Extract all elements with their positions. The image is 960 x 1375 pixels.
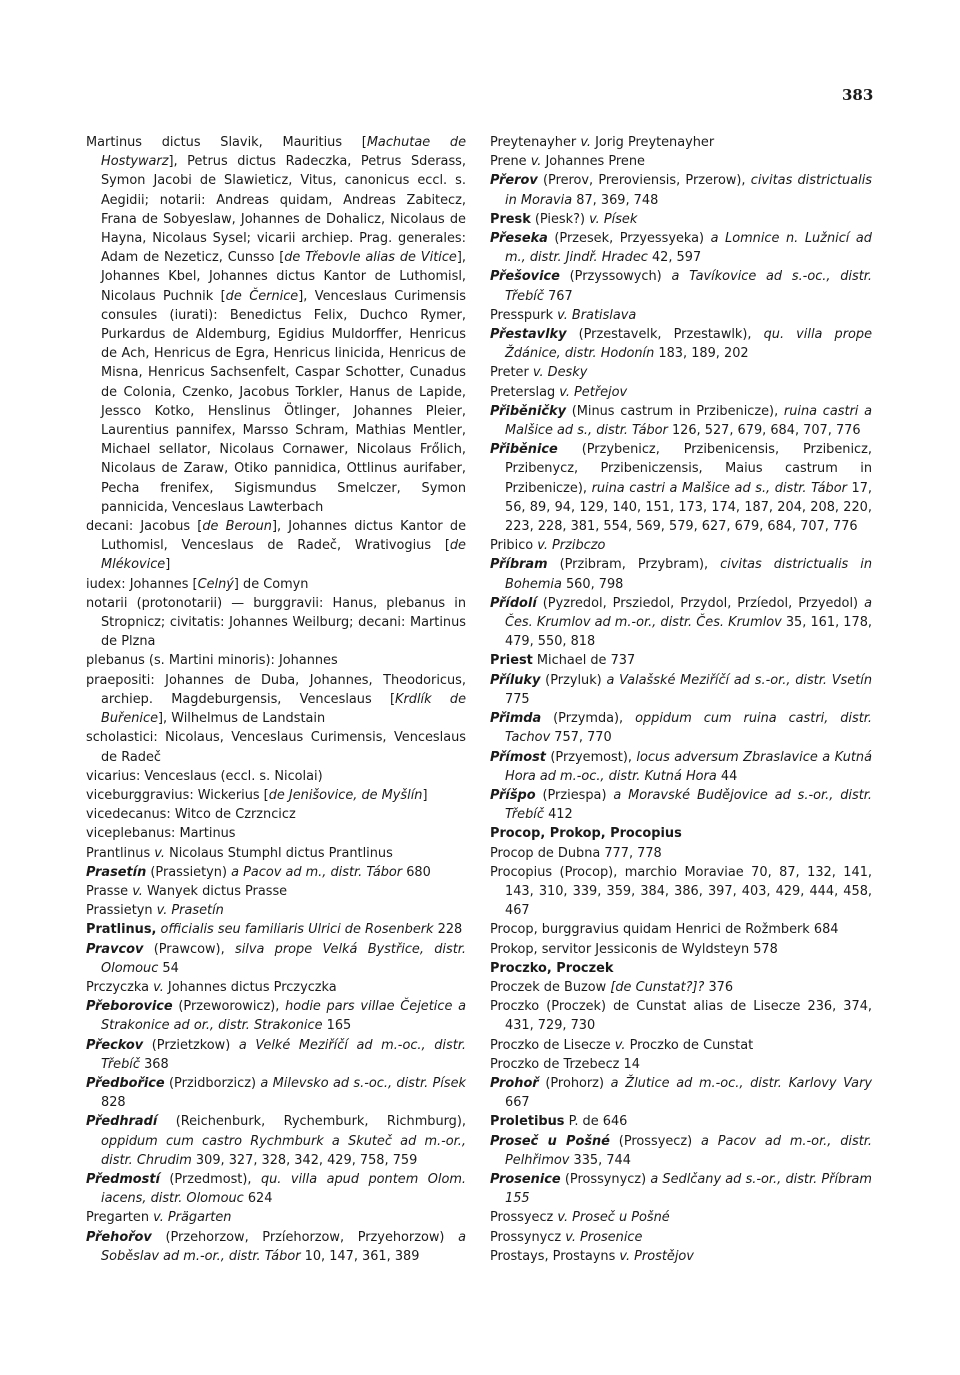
- entry-text: (Przibram, Przybram),: [547, 557, 721, 573]
- entry-text: Jorig Preytenayher: [591, 135, 715, 150]
- entry-b-text: Presk: [490, 211, 531, 227]
- entry-i-text: ruina castri a Malšice ad s., distr. Tábor: [505, 403, 873, 439]
- entry-text: 10, 147, 361, 389: [300, 1248, 420, 1264]
- index-entry: [490, 920, 872, 939]
- entry-text: Procopius (Procop), marchio Moraviae 70, 87, 132, 141, 143, 310, 339, 359, 384, 386, 397, 403, 429, 444, 458, 467: [490, 864, 872, 919]
- index-entry: [86, 882, 466, 901]
- entry-i-text: officialis seu familiaris Ulrici de Rosenberk: [156, 922, 434, 938]
- entry-i-text: v. Desky: [532, 365, 588, 381]
- entry-bi-text: Proseč u Pošné: [490, 1133, 610, 1149]
- entry-text: Johannes dictus Prczyczka: [163, 979, 337, 995]
- entry-bi-text: Příšpo: [490, 787, 536, 803]
- entry-text: iudex: Johannes [: [86, 576, 198, 592]
- entry-text: 560, 798: [561, 576, 624, 592]
- entry-text: (Reichenburk, Rychemburk, Richmburg),: [157, 1114, 466, 1130]
- index-entry: [490, 363, 872, 382]
- index-entry: [490, 229, 872, 267]
- entry-bi-text: Přímost: [490, 749, 546, 765]
- entry-text: 376: [704, 979, 734, 995]
- entry-i-text: de Třebovle alias de Vitice: [284, 250, 457, 266]
- index-entry: [490, 171, 872, 209]
- entry-text: Johannes Prene: [541, 154, 645, 170]
- entry-text: Pribico: [490, 538, 538, 554]
- left-column: [86, 133, 466, 1266]
- index-entry: [86, 1036, 466, 1074]
- entry-i-text: v. Proseč u Pošné: [557, 1210, 670, 1226]
- index-entry: [86, 594, 466, 652]
- entry-i-text: v. Petřejov: [559, 384, 628, 400]
- index-entry: [86, 133, 466, 517]
- entry-text: Preytenayher: [490, 135, 581, 150]
- entry-text: Proczko de Trzebecz 14: [490, 1056, 640, 1072]
- entry-text: 828: [101, 1095, 126, 1111]
- entry-text: Martinus dictus Slavik, Mauritius [: [86, 135, 367, 150]
- entry-b-text: Priest: [490, 653, 533, 669]
- entry-text: (Przedmost),: [159, 1171, 261, 1187]
- entry-text: (Przyssowych): [559, 269, 672, 285]
- index-entry: [490, 555, 872, 593]
- entry-text: 17, 56, 89, 94, 129, 140, 151, 173, 174, 187, 204, 208, 220, 223, 228, 381, 554, 569, 579, 627, 679, 684, 707, 776: [505, 480, 872, 535]
- entry-i-text: Machutae de Hostywarz: [101, 135, 466, 170]
- entry-i-text: [de Cunstat?]?: [610, 979, 705, 995]
- entry-text: Procop, burggravius quidam Henrici de Rožmberk 684: [490, 922, 839, 938]
- index-entry: [86, 805, 466, 824]
- entry-text: 183, 189, 202: [654, 346, 749, 362]
- index-entry: [86, 728, 466, 766]
- index-entry: [490, 440, 872, 536]
- index-entry: [490, 1055, 872, 1074]
- entry-i-text: a Tavíkovice ad s.-oc., distr. Třebíč: [505, 269, 872, 304]
- entry-bi-text: Příluky: [490, 672, 541, 688]
- index-entry: [86, 671, 466, 729]
- index-entry: [490, 651, 872, 670]
- index-entry: [490, 133, 872, 152]
- entry-text: viceplebanus: Martinus: [86, 826, 236, 842]
- index-entry: [490, 863, 872, 921]
- index-entry: [490, 536, 872, 555]
- index-entry: [490, 594, 872, 652]
- entry-i-text: oppidum cum castro Rychmburk a Skuteč ad m.-or., distr. Chrudim: [101, 1133, 466, 1168]
- entry-text: (Piesk?): [530, 211, 590, 227]
- entry-text: 680: [402, 864, 431, 880]
- entry-text: Prossyecz: [490, 1210, 558, 1226]
- entry-bi-text: Prohoř: [490, 1075, 539, 1091]
- entry-text: Proczek de Buzow: [490, 979, 611, 995]
- entry-text: (Przyluk): [540, 672, 607, 688]
- entry-text: (Przybenicz, Przibenicensis, Przibenicz, Przibenycz, Przibeniczensis, Maius castrum in Przibenicze),: [505, 442, 872, 496]
- entry-i-text: v.: [580, 135, 591, 150]
- entry-text: Prasse: [86, 883, 133, 899]
- entry-text: decani: Jacobus [: [86, 519, 203, 535]
- entry-text: (Prohorz): [538, 1075, 611, 1091]
- entry-b-text: Proczko, Proczek: [490, 960, 614, 976]
- entry-i-text: Celný: [197, 576, 234, 592]
- entry-bi-text: Přimda: [490, 711, 542, 727]
- entry-i-text: v. Prasetín: [156, 903, 224, 919]
- index-entry: [490, 1074, 872, 1112]
- entry-i-text: de Jenišovice, de Myšlín: [268, 787, 423, 803]
- index-entry: [86, 517, 466, 575]
- index-entry: [86, 940, 466, 978]
- entry-i-text: v. Prägarten: [153, 1210, 232, 1226]
- entry-i-text: locus adversum Zbraslavice a Kutná Hora ad m.-oc., distr. Kutná Hora: [505, 749, 872, 784]
- entry-i-text: silva prope Velká Bystřice, distr. Olomouc: [101, 941, 466, 976]
- entry-text: 35, 161, 178, 479, 550, 818: [505, 615, 872, 650]
- entry-bi-text: Prosenice: [490, 1171, 561, 1187]
- entry-text: Procop de Dubna 777, 778: [490, 845, 662, 861]
- index-entry: [490, 959, 872, 978]
- index-entry: [490, 267, 872, 305]
- entry-bi-text: Pravcov: [86, 941, 144, 957]
- index-entry: [490, 210, 872, 229]
- index-entry: [490, 1208, 872, 1227]
- index-entry: [86, 767, 466, 786]
- entry-text: vicedecanus: Witco de Czrzncicz: [86, 807, 296, 823]
- entry-text: (Przidborzicz): [164, 1075, 261, 1091]
- entry-text: 368: [139, 1056, 169, 1072]
- entry-text: Pregarten: [86, 1210, 154, 1226]
- entry-text: Presspurk: [490, 307, 558, 323]
- entry-i-text: v. Przibczo: [537, 538, 606, 554]
- entry-text: plebanus (s. Martini minoris): Johannes: [86, 653, 338, 669]
- entry-text: 165: [322, 1018, 352, 1034]
- entry-bi-text: Přešovice: [490, 269, 560, 285]
- index-entry: [86, 651, 466, 670]
- entry-text: (Przietzkow): [143, 1037, 239, 1053]
- entry-i-text: civitas districtualis in Moravia: [505, 173, 873, 208]
- index-entry: [490, 709, 872, 747]
- entry-text: (Prziespa): [535, 787, 614, 803]
- entry-text: (Przestavelk, Przestawlk),: [566, 327, 764, 343]
- entry-bi-text: Přídolí: [490, 595, 537, 611]
- entry-text: (Minus castrum in Przibenicze),: [566, 403, 784, 419]
- entry-i-text: a Velké Meziříčí ad m.-oc., distr. Třebíč: [101, 1037, 466, 1072]
- entry-text: (Prossynycz): [560, 1171, 651, 1187]
- entry-bi-text: Předmostí: [86, 1171, 160, 1187]
- entry-i-text: v.: [154, 845, 165, 861]
- entry-bi-text: Přeckov: [86, 1037, 144, 1053]
- entry-bi-text: Přestavlky: [490, 327, 567, 343]
- index-entry: [490, 1170, 872, 1208]
- entry-text: 44: [716, 768, 738, 784]
- entry-i-text: a Žlutice ad m.-oc., distr. Karlovy Vary: [610, 1075, 872, 1091]
- entry-text: Proczko de Cunstat: [625, 1037, 754, 1053]
- entry-text: 54: [158, 960, 179, 976]
- index-entry: [86, 920, 466, 939]
- index-entry: [86, 1112, 466, 1170]
- entry-text: 126, 527, 679, 684, 707, 776: [667, 423, 861, 439]
- entry-i-text: hodie pars villae Čejetice a Strakonice ad or., distr. Strakonice: [101, 999, 466, 1034]
- entry-text: 757, 770: [550, 730, 612, 746]
- index-entry: [490, 1132, 872, 1170]
- entry-text: ], Johannes Kbel, Johannes dictus Kantor de Luthomisl, Nicolaus Puchnik [: [101, 250, 466, 304]
- index-entry: [490, 383, 872, 402]
- entry-text: vicarius: Venceslaus (eccl. s. Nicolai): [86, 768, 323, 784]
- entry-i-text: de Černice: [225, 288, 299, 304]
- entry-text: 624: [243, 1191, 273, 1207]
- index-entry: [86, 824, 466, 843]
- entry-i-text: v.: [132, 883, 143, 899]
- entry-i-text: v. Prosenice: [565, 1229, 643, 1245]
- entry-text: ], Johannes dictus Kantor de Luthomisl, Venceslaus de Radeč, Wrativogius [: [101, 519, 467, 554]
- entry-text: Prczyczka: [86, 979, 154, 995]
- entry-text: viceburggravius: Wickerius [: [86, 787, 269, 803]
- entry-text: ]: [165, 557, 171, 573]
- entry-i-text: a Valašské Meziříčí ad s.-or., distr. Vsetín: [606, 672, 872, 688]
- entry-i-text: a Sedlčany ad s.-or., distr. Příbram: [650, 1171, 872, 1187]
- index-entry: [490, 844, 872, 863]
- entry-bi-text: Předhradí: [86, 1114, 158, 1130]
- entry-text: Preterslag: [490, 384, 560, 400]
- entry-i-text: 155: [505, 1191, 530, 1207]
- entry-i-text: v.: [153, 979, 164, 995]
- entry-text: 412: [543, 807, 573, 823]
- entry-i-text: a Čes. Krumlov ad m.-or., distr. Čes. Krumlov: [505, 595, 872, 631]
- entry-text: Proczko (Proczek) de Cunstat alias de Lisecze 236, 374, 431, 729, 730: [490, 999, 872, 1034]
- entry-text: (Przymda),: [541, 711, 636, 727]
- entry-text: 309, 327, 328, 342, 429, 758, 759: [191, 1152, 418, 1168]
- index-entry: [490, 824, 872, 843]
- entry-text: scholastici: Nicolaus, Venceslaus Curimensis, Venceslaus de Radeč: [86, 730, 466, 765]
- index-entry: [86, 844, 466, 863]
- entry-text: Prene: [490, 154, 531, 170]
- index-entry: [490, 978, 872, 997]
- index-entry: [490, 671, 872, 709]
- index-entry: [490, 997, 872, 1035]
- entry-text: Wanyek dictus Prasse: [142, 883, 288, 899]
- entry-text: praepositi: Johannes de Duba, Johannes, Theodoricus, archiep. Magdeburgensis, Venceslaus [: [86, 672, 466, 707]
- entry-bi-text: Přiběničky: [490, 403, 567, 419]
- entry-text: ], Petrus dictus Radeczka, Petrus Sderass, Symon Jacobi de Slawieticz, Vitus, canonicus eccl. s. Aegidii; notarii: Andreas quidam, Andreas Zabitecz, Frana de Sobyeslaw, Johannes de Dohalicz, Nicolaus de Hayna, Nicolaus Sysel; vicarii archiep. Prag. generales: Adam de Nezeticz, Cunsso [: [101, 154, 466, 266]
- entry-i-text: qu. villa prope Ždánice, distr. Hodonín: [505, 327, 872, 362]
- index-entry: [490, 402, 872, 440]
- entry-i-text: ruina castri a Malšice ad s., distr. Tábor: [591, 480, 847, 496]
- entry-text: Prossynycz: [490, 1229, 566, 1245]
- entry-text: 775: [505, 691, 530, 707]
- entry-bi-text: Příbram: [490, 557, 548, 573]
- index-entry: [490, 1247, 872, 1266]
- entry-text: Prantlinus: [86, 845, 155, 861]
- entry-text: 228: [433, 922, 463, 938]
- entry-bi-text: Přeseka: [490, 231, 548, 247]
- entry-i-text: oppidum cum ruina castri, distr. Tachov: [505, 711, 872, 746]
- index-entry: [490, 325, 872, 363]
- entry-text: (Prassietyn): [146, 864, 232, 880]
- entry-text: (Przyemost),: [545, 749, 637, 765]
- entry-text: (Przeworowicz),: [172, 999, 286, 1015]
- entry-i-text: qu. villa apud pontem Olom. iacens, distr. Olomouc: [101, 1171, 466, 1207]
- index-entry: [86, 1170, 466, 1208]
- index-entry: [490, 1036, 872, 1055]
- index-entry: [490, 748, 872, 786]
- index-entry: [490, 306, 872, 325]
- entry-text: Prokop, servitor Jessiconis de Wyldsteyn 578: [490, 941, 778, 957]
- index-entry: [86, 1228, 466, 1266]
- entry-bi-text: Prasetín: [86, 864, 147, 880]
- entry-text: (Przehorzow, Przíehorzow, Przyehorzow): [151, 1229, 459, 1245]
- entry-bi-text: Přerov: [490, 173, 538, 189]
- entry-text: 335, 744: [569, 1152, 631, 1168]
- entry-text: Proczko de Lisecze: [490, 1037, 615, 1053]
- index-entry: [490, 1112, 872, 1131]
- index-entry: [86, 1074, 466, 1112]
- entry-text: 667: [505, 1095, 530, 1111]
- index-entry: [86, 575, 466, 594]
- index-entry: [86, 978, 466, 997]
- entry-i-text: v.: [614, 1037, 626, 1053]
- entry-i-text: a Soběslav ad m.-or., distr. Tábor: [101, 1229, 466, 1264]
- index-entry: [86, 786, 466, 805]
- entry-text: 767: [543, 288, 573, 304]
- entry-text: (Prerov, Preroviensis, Przerow),: [537, 173, 751, 189]
- entry-b-text: Pratlinus,: [86, 922, 157, 938]
- index-entry: [490, 1228, 872, 1247]
- entry-text: Nicolaus Stumphl dictus Prantlinus: [164, 845, 393, 861]
- entry-bi-text: Předbořice: [86, 1075, 165, 1091]
- entry-bi-text: Přiběnice: [490, 442, 558, 458]
- entry-text: (Prawcow),: [143, 941, 235, 957]
- entry-text: notarii (protonotarii) — burggravii: Hanus, plebanus in Stropnicz; civitatis: Johannes Weilburg; decani: Martinus de Plzna: [86, 595, 466, 650]
- entry-i-text: de Beroun: [202, 519, 272, 535]
- entry-i-text: a Moravské Budějovice ad s.-or., distr. Třebíč: [505, 787, 872, 823]
- index-entry: [86, 901, 466, 920]
- entry-i-text: de Mlékovice: [101, 538, 466, 573]
- page-number: 383: [842, 86, 874, 104]
- entry-text: (Prossyecz): [609, 1133, 702, 1149]
- entry-i-text: v.: [530, 154, 542, 170]
- index-entry: [490, 786, 872, 824]
- entry-text: 42, 597: [647, 250, 702, 266]
- entry-text: P. de 646: [564, 1114, 628, 1130]
- entry-text: ] de Comyn: [233, 576, 309, 592]
- entry-text: ], Wilhelmus de Landstain: [158, 711, 326, 727]
- entry-i-text: Krdlík de Buřenice: [101, 691, 466, 727]
- entry-i-text: v. Písek: [589, 211, 638, 227]
- entry-i-text: v. Prostějov: [619, 1248, 694, 1264]
- entry-text: (Pyzredol, Prsziedol, Przydol, Przíedol, Przyedol): [536, 595, 865, 611]
- entry-text: 87, 369, 748: [572, 192, 659, 208]
- index-entry: [86, 863, 466, 882]
- entry-b-text: Procop, Prokop, Procopius: [490, 826, 682, 842]
- entry-i-text: a Pacov ad m., distr. Tábor: [231, 864, 403, 880]
- entry-i-text: a Lomnice n. Lužnicí ad m., distr. Jindř. Hradec: [505, 231, 872, 266]
- entry-b-text: Proletibus: [490, 1114, 565, 1130]
- index-entry: [86, 997, 466, 1035]
- entry-text: Prassietyn: [86, 903, 157, 919]
- entry-bi-text: Přehořov: [86, 1229, 152, 1245]
- entry-text: Prostays, Prostayns: [490, 1248, 620, 1264]
- index-entry: [86, 1208, 466, 1227]
- entry-text: ], Venceslaus Curimensis consules (iurati): Benedictus Felix, Duchco Rymer, Purkardus de Aldemburg, Egidius Muldorffer, Henricus de Ach, Henricus de Egra, Henricus linicida, Henricus de Misna, Henricus Sachsenfelt, Caspar Schotter, Cunadus de Colonia, Czenko, Jacobus Torkler, Hanus de Lapide, Jessco Kotko, Henslinus Ötlinger, Johannes Pleier, Laurentius pannifex, Marsso Schram, Mathias Mentler, Michael sellator, Nicolaus Cornawer, Nicolaus Frőlich, Nicolaus de Zaraw, Otiko pannidica, Ottlinus aurifaber, Pecha frenifex, Sigismundus Smelczer, Symon pannicida, Venceslaus Lawterbach: [101, 288, 466, 515]
- entry-i-text: a Milevsko ad s.-oc., distr. Písek: [260, 1075, 467, 1091]
- entry-i-text: a Pacov ad m.-or., distr. Pelhřimov: [505, 1133, 872, 1168]
- entry-text: (Przesek, Przyessyeka): [547, 231, 711, 247]
- index-entry: [490, 940, 872, 959]
- entry-text: Preter: [490, 365, 533, 381]
- entry-i-text: civitas districtualis in Bohemia: [505, 557, 873, 592]
- entry-bi-text: Přeborovice: [86, 999, 173, 1015]
- entry-text: ]: [422, 787, 428, 803]
- right-column: [490, 133, 872, 1266]
- index-entry: [490, 152, 872, 171]
- entry-text: Michael de 737: [532, 653, 636, 669]
- entry-i-text: v. Bratislava: [557, 307, 637, 323]
